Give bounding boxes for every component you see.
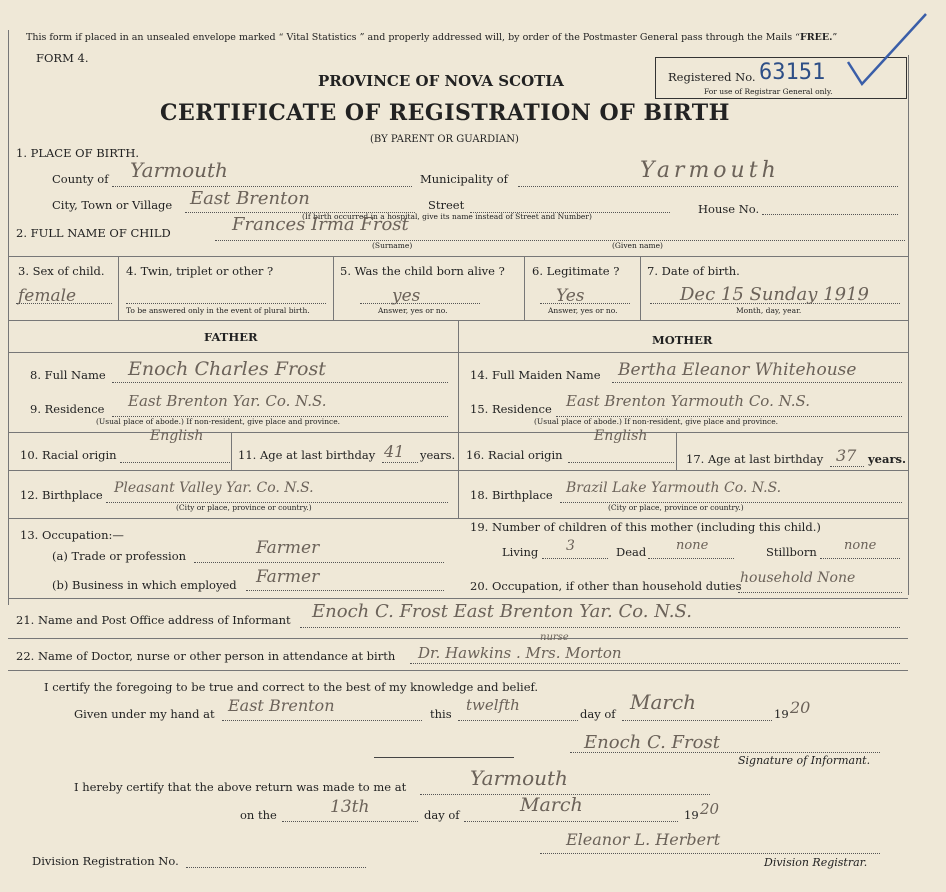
legitimate-label: 6. Legitimate ? — [532, 264, 620, 278]
place-of-birth-label: 1. PLACE OF BIRTH. — [16, 146, 140, 160]
postal-notice: This form if placed in an unsealed envelope marked “ Vital Statistics ” and properly addressed will, by order of the Postmaster General pass through the Mails “FREE.” — [26, 32, 838, 43]
child-name-value: Frances Irma Frost — [232, 214, 409, 235]
mother-age-value: 37 — [836, 446, 857, 465]
business-label: (b) Business in which employed — [52, 578, 237, 592]
father-age-years: years. — [420, 448, 456, 462]
children-count-label: 19. Number of children of this mother (including this child.) — [470, 520, 821, 534]
day-of-label-2: day of — [424, 808, 460, 822]
doctor-value: Dr. Hawkins . Mrs. Morton — [418, 644, 622, 662]
trade-label: (a) Trade or profession — [52, 549, 187, 563]
father-heading: FATHER — [204, 330, 258, 344]
mother-race-value: English — [594, 428, 648, 444]
division-number-label: Division Registration No. — [32, 854, 179, 868]
registrar-signature: Eleanor L. Herbert — [566, 830, 721, 849]
province-heading: PROVINCE OF NOVA SCOTIA — [318, 72, 564, 90]
mother-name-label: 14. Full Maiden Name — [470, 368, 601, 382]
given-place: East Brenton — [228, 696, 335, 715]
signature-label: Signature of Informant. — [738, 754, 871, 767]
city-value: East Brenton — [190, 188, 310, 209]
father-name-value: Enoch Charles Frost — [128, 358, 326, 380]
father-name-label: 8. Full Name — [30, 368, 106, 382]
father-residence-label: 9. Residence — [30, 402, 105, 416]
street-note: (If birth occurred in a hospital, give its name instead of Street and Number) — [302, 212, 592, 221]
legitimate-note: Answer, yes or no. — [548, 306, 618, 315]
mother-residence-label: 15. Residence — [470, 402, 552, 416]
birth-date-label: 7. Date of birth. — [647, 264, 740, 278]
registrar-label: Division Registrar. — [764, 856, 868, 869]
trade-value: Farmer — [256, 538, 320, 558]
alive-label: 5. Was the child born alive ? — [340, 264, 505, 278]
mother-heading: MOTHER — [652, 333, 713, 347]
twin-label: 4. Twin, triplet or other ? — [126, 264, 274, 278]
street-label: Street — [428, 198, 465, 212]
doctor-label: 22. Name of Doctor, nurse or other person in attendance at birth — [16, 649, 396, 663]
received-place: Yarmouth — [470, 766, 568, 790]
birth-date-note: Month, day, year. — [736, 306, 802, 315]
mother-occupation-label: 20. Occupation, if other than household duties — [470, 579, 742, 593]
given-label: Given under my hand at — [74, 707, 215, 721]
right-border — [908, 55, 909, 595]
county-value: Yarmouth — [130, 158, 228, 182]
mother-race-label: 16. Racial origin — [466, 448, 563, 462]
father-birthplace-note: (City or place, province or country.) — [176, 503, 312, 512]
living-value: 3 — [566, 538, 575, 554]
city-label: City, Town or Village — [52, 198, 173, 212]
on-the-label: on the — [240, 808, 277, 822]
mother-occupation-value: household None — [740, 570, 856, 586]
birth-date-value: Dec 15 Sunday 1919 — [680, 284, 869, 305]
child-name-label: 2. FULL NAME OF CHILD — [16, 226, 171, 240]
father-age-label: 11. Age at last birthday — [238, 448, 376, 462]
year-prefix: 19 — [774, 707, 789, 721]
business-value: Farmer — [256, 567, 320, 587]
father-residence-note: (Usual place of abode.) If non-resident, give place and province. — [96, 417, 341, 426]
mother-birthplace-value: Brazil Lake Yarmouth Co. N.S. — [566, 480, 782, 496]
doctor-insert: nurse — [540, 632, 569, 643]
registrar-note: For use of Registrar General only. — [704, 87, 833, 96]
mother-age-years: years. — [868, 452, 906, 466]
legitimate-value: Yes — [556, 286, 585, 306]
dead-label: Dead — [616, 545, 647, 559]
mother-birthplace-note: (City or place, province or country.) — [608, 503, 744, 512]
check-mark-icon — [840, 10, 930, 90]
received-label: I hereby certify that the above return was made to me at — [74, 780, 407, 794]
living-label: Living — [502, 545, 539, 559]
father-residence-value: East Brenton Yar. Co. N.S. — [128, 392, 327, 410]
dead-value: none — [676, 538, 709, 553]
father-race-label: 10. Racial origin — [20, 448, 117, 462]
mother-age-label: 17. Age at last birthday — [686, 452, 824, 466]
this-day-value: twelfth — [466, 696, 520, 714]
mother-residence-note: (Usual place of abode.) If non-resident, give place and province. — [534, 417, 779, 426]
sex-value: female — [18, 286, 77, 306]
day-of-label: day of — [580, 707, 616, 721]
father-race-value: English — [150, 428, 204, 444]
received-month: March — [520, 794, 583, 816]
form-number: FORM 4. — [36, 51, 89, 65]
received-day: 13th — [330, 797, 370, 817]
father-birthplace-value: Pleasant Valley Yar. Co. N.S. — [114, 480, 314, 496]
mother-birthplace-label: 18. Birthplace — [470, 488, 553, 502]
stillborn-value: none — [844, 538, 877, 553]
municipality-value: Yarmouth — [640, 158, 780, 183]
page-title: CERTIFICATE OF REGISTRATION OF BIRTH — [160, 100, 730, 126]
mother-name-value: Bertha Eleanor Whitehouse — [618, 360, 857, 380]
twin-note: To be answered only in the event of plural birth. — [126, 306, 310, 315]
sex-label: 3. Sex of child. — [18, 264, 105, 278]
father-birthplace-label: 12. Birthplace — [20, 488, 103, 502]
stillborn-label: Stillborn — [766, 545, 817, 559]
father-occupation-label: 13. Occupation:— — [20, 528, 124, 542]
mother-residence-value: East Brenton Yarmouth Co. N.S. — [566, 392, 811, 410]
page-subtitle: (BY PARENT OR GUARDIAN) — [370, 134, 519, 145]
year-value: 20 — [790, 698, 811, 717]
father-age-value: 41 — [384, 442, 405, 461]
received-year: 20 — [700, 800, 720, 818]
month-value: March — [630, 690, 697, 714]
certify-statement: I certify the foregoing to be true and correct to the best of my knowledge and belief. — [44, 680, 539, 694]
county-label: County of — [52, 172, 109, 186]
municipality-label: Municipality of — [420, 172, 508, 186]
registered-label: Registered No. — [668, 70, 756, 84]
surname-note: (Surname) — [372, 241, 413, 250]
this-label: this — [430, 707, 452, 721]
given-name-note: (Given name) — [612, 241, 663, 250]
alive-note: Answer, yes or no. — [378, 306, 448, 315]
house-label: House No. — [698, 202, 760, 216]
received-year-prefix: 19 — [684, 808, 699, 822]
informant-label: 21. Name and Post Office address of Informant — [16, 613, 291, 627]
informant-value: Enoch C. Frost East Brenton Yar. Co. N.S. — [312, 601, 692, 622]
alive-value: yes — [392, 286, 421, 306]
informant-signature: Enoch C. Frost — [584, 732, 720, 753]
registered-number: 63151 — [759, 60, 826, 85]
